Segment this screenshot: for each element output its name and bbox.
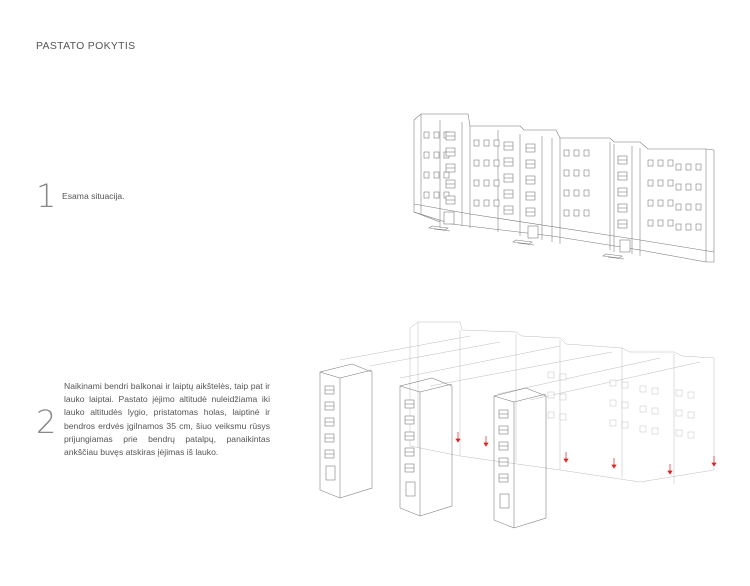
page-title: PASTATO POKYTIS — [36, 40, 136, 52]
step-1-number: 1 — [36, 177, 57, 215]
step-1-caption: Esama situacija. — [62, 191, 125, 201]
step-2-caption: Naikinami bendri balkonai ir laiptų aikštelės, taip pat ir lauko laiptai. Pastato įėjimo altitudė nuleidžiama iki lauko altitudės lygio, pristatomas holas, laiptinė ir bendros erdvės įgilnamos 35 cm, šiuo veiksmu rūsys prijungiamas prie bendrų patalpų, panaikintas ankščiau buvęs atskiras įėjimas iš lauko. — [64, 381, 270, 458]
existing-building-axonometric — [414, 114, 714, 262]
proposed-building-axonometric — [320, 322, 716, 528]
step-2-number: 2 — [36, 403, 57, 441]
level-drop-markers — [456, 432, 716, 474]
